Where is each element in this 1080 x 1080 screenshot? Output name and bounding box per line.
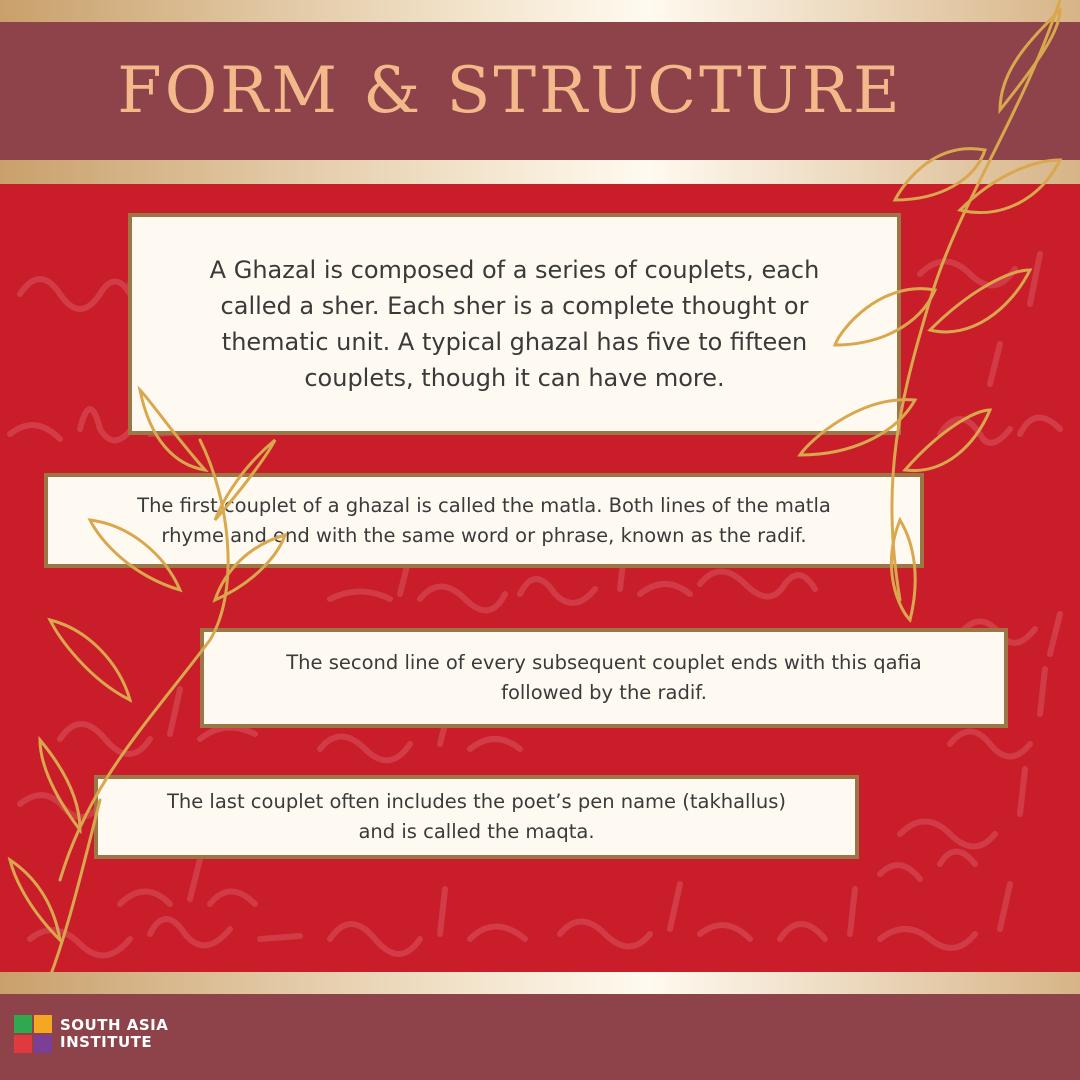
card-line: called a sher. Each sher is a complete thought or [220, 292, 809, 320]
south-asia-institute-logo [14, 1013, 174, 1057]
card-line: The second line of every subsequent couplet ends with this qafia [286, 651, 922, 674]
card-line: A Ghazal is composed of a series of couplets, each [209, 256, 820, 284]
text-card-maqta [94, 775, 859, 859]
page-title: FORM & STRUCTURE [117, 54, 903, 128]
south-asia-institute-logo-icon [14, 1015, 52, 1053]
card-line: followed by the radif. [501, 681, 707, 704]
top-gold-band [0, 0, 1080, 22]
text-card-qafia [200, 628, 1008, 728]
logo-line-1: SOUTH ASIA [60, 1016, 169, 1034]
card-line: The last couplet often includes the poet’s pen name (takhallus) [166, 790, 787, 813]
card-line: The first couplet of a ghazal is called the matla. Both lines of the matla [137, 493, 831, 517]
card-line: rhyme and end with the same word or phrase, known as the radif. [161, 523, 807, 547]
logo-text [60, 1017, 168, 1051]
card-line: couplets, though it can have more. [304, 364, 725, 392]
card-line: thematic unit. A typical ghazal has five to fifteen [221, 328, 808, 356]
card-line: and is called the maqta. [358, 820, 595, 843]
title-gold-band [0, 160, 1080, 184]
bottom-gold-band [0, 972, 1080, 994]
text-card-ghazal-intro [128, 213, 901, 435]
logo-line-2: INSTITUTE [60, 1033, 153, 1051]
text-card-matla [44, 473, 924, 568]
